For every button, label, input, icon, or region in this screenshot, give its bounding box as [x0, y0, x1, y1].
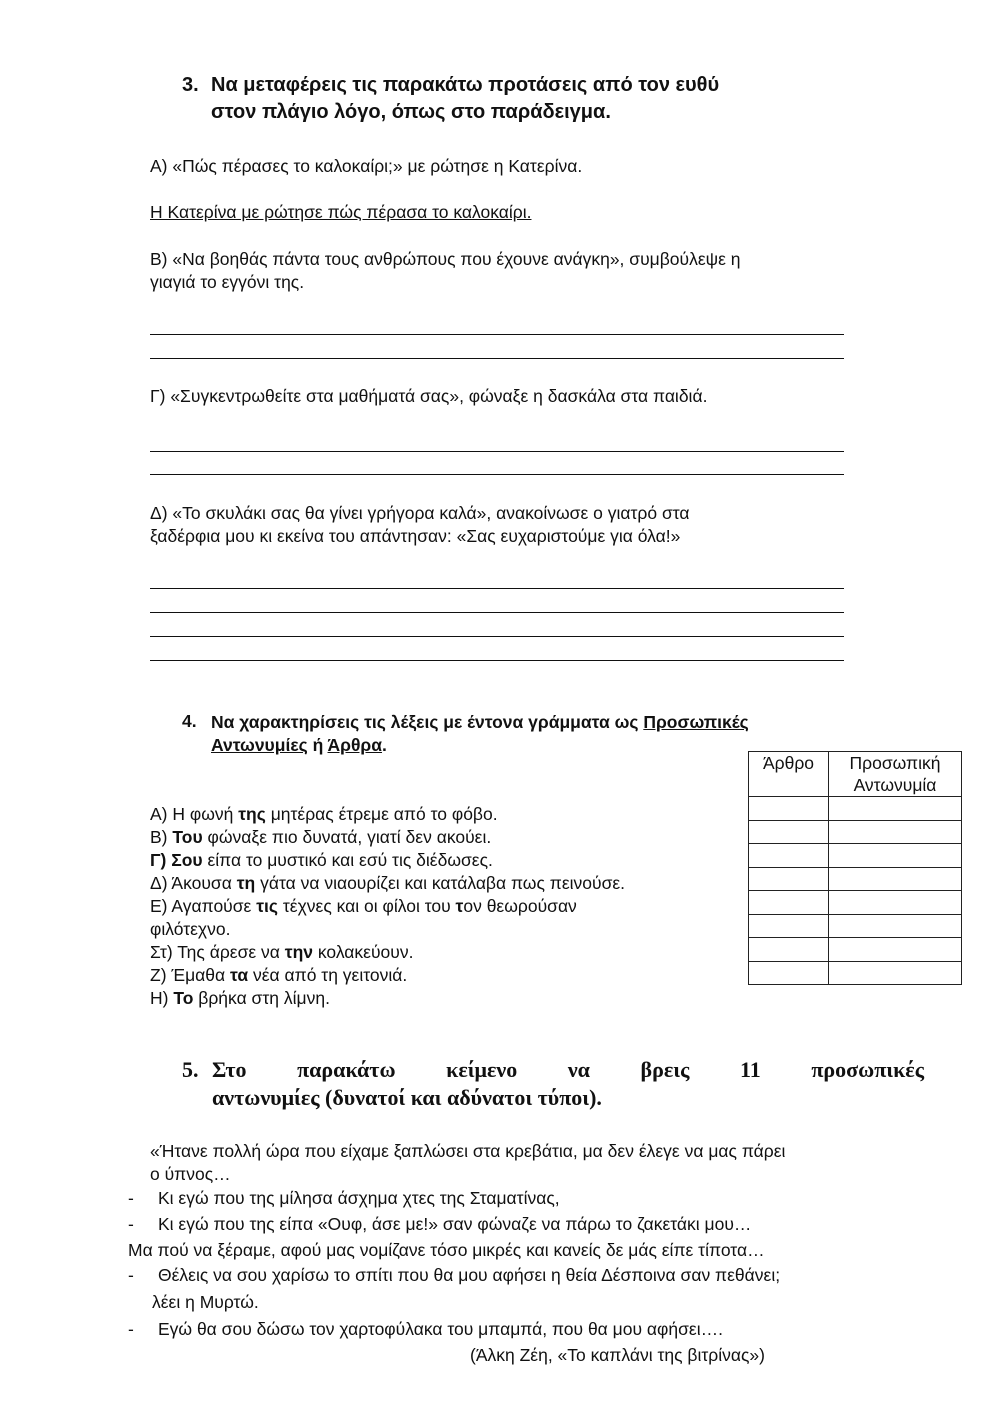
item-text: γάτα να νιαουρίζει και κατάλαβα πως πεινούσε.	[255, 873, 626, 893]
answer-line-b1[interactable]	[150, 334, 844, 335]
item-text: τέχνες και οι φίλοι του	[278, 896, 456, 916]
table-row	[749, 891, 962, 915]
table-header-pronoun	[829, 752, 962, 797]
ex3-title-line1: Να μεταφέρεις τις παρακάτω προτάσεις από τον ευθύ	[211, 74, 720, 96]
ex3-item-a: Α) «Πώς πέρασες το καλοκαίρι;» με ρώτησε η Κατερίνα.	[150, 156, 583, 176]
ex4-title-personal: Προσωπικές	[643, 712, 749, 732]
article-cell[interactable]	[749, 797, 829, 821]
pronoun-cell[interactable]	[829, 867, 962, 891]
ex4-title-pronouns: Αντωνυμίες	[211, 735, 308, 755]
dialogue-dash: -	[128, 1319, 134, 1339]
item-bold-word: την	[284, 942, 314, 962]
ex3-item-c: Γ) «Συγκεντρωθείτε στα μαθήματά σας», φώναξε η δασκάλα στα παιδιά.	[150, 386, 708, 406]
item-bold-word: τα	[230, 965, 249, 985]
dialogue-dash: -	[128, 1214, 134, 1234]
item-text: Γ)	[150, 850, 172, 870]
answer-line-c1[interactable]	[150, 451, 844, 452]
ex4-item-h	[150, 987, 330, 1010]
ex5-para-line2: ο ύπνος…	[150, 1164, 231, 1184]
ex4-title-pre: Να χαρακτηρίσεις τις λέξεις με έντονα γράμματα ως	[211, 712, 644, 732]
ex3-item-d-line1: Δ) «Το σκυλάκι σας θα γίνει γρήγορα καλά», ανακοίνωσε ο γιατρό στα	[150, 503, 690, 523]
item-text: Β)	[150, 827, 173, 847]
item-bold-word: Του	[172, 827, 203, 847]
ex5-title-word: προσωπικές	[811, 1057, 924, 1082]
ex4-item-a	[150, 803, 498, 826]
table-header-article	[749, 752, 829, 797]
ex5-title-word: 11	[739, 1057, 761, 1082]
item-bold-word: τις	[256, 896, 278, 916]
ex4-title-line1	[211, 711, 749, 734]
header-pronoun-line1: Προσωπική	[849, 753, 941, 773]
item-bold-letter: τ	[455, 896, 464, 916]
ex4-number: 4.	[182, 711, 197, 731]
ex3-item-d-line2: ξαδέρφια μου κι εκείνα του απάντησαν: «Σας ευχαριστούμε για όλα!»	[150, 526, 681, 546]
item-text: Ε) Αγαπούσε	[150, 896, 257, 916]
pronoun-cell[interactable]	[829, 891, 962, 915]
ex4-title-line2	[211, 734, 387, 757]
item-bold-word: τη	[236, 873, 256, 893]
ex5-title-word: παρακάτω	[297, 1057, 396, 1082]
ex5-title-line1	[212, 1056, 924, 1084]
table-row	[749, 820, 962, 844]
narration-line: Μα πού να ξέραμε, αφού μας νομίζανε τόσο μικρές και κανείς δε μάς είπε τίποτα…	[128, 1240, 765, 1260]
article-cell[interactable]	[749, 867, 829, 891]
ex4-item-d	[150, 872, 625, 895]
article-cell[interactable]	[749, 938, 829, 962]
item-text: νέα από τη γειτονιά.	[248, 965, 408, 985]
item-text: Στ) Της άρεσε να	[150, 942, 285, 962]
header-article-label: Άρθρο	[762, 753, 815, 773]
ex3-item-b-line1: Β) «Να βοηθάς πάντα τους ανθρώπους που έχουνε ανάγκη», συμβούλεψε η	[150, 249, 741, 269]
item-text: κολακεύουν.	[313, 942, 414, 962]
answer-line-d1[interactable]	[150, 588, 844, 589]
article-cell[interactable]	[749, 961, 829, 985]
item-text: Η)	[150, 988, 174, 1008]
table-row	[749, 844, 962, 868]
ex5-para-line1: «Ήτανε πολλή ώρα που είχαμε ξαπλώσει στα κρεβάτια, μα δεν έλεγε να μας πάρει	[150, 1141, 786, 1161]
ex4-item-b	[150, 826, 491, 849]
answer-line-d4[interactable]	[150, 660, 844, 661]
item-text: βρήκα στη λίμνη.	[193, 988, 330, 1008]
ex4-title-or: ή	[307, 735, 328, 755]
ex4-title-articles: Άρθρα	[327, 735, 383, 755]
item-bold-word: Σου	[171, 850, 203, 870]
ex4-item-c	[150, 849, 493, 872]
item-text: Α) Η φωνή	[150, 804, 239, 824]
ex3-item-b-line2: γιαγιά το εγγόνι της.	[150, 272, 305, 292]
item-text: Δ) Άκουσα	[150, 873, 237, 893]
pronoun-cell[interactable]	[829, 938, 962, 962]
answer-line-b2[interactable]	[150, 358, 844, 359]
source-citation: (Άλκη Ζέη, «Το καπλάνι της βιτρίνας»)	[470, 1345, 765, 1365]
ex4-item-e-cont	[150, 918, 230, 941]
ex4-item-e	[150, 895, 577, 918]
answer-line-d2[interactable]	[150, 612, 844, 613]
answer-line-c2[interactable]	[150, 474, 844, 475]
ex4-item-f	[150, 941, 413, 964]
item-text: φιλότεχνο.	[150, 919, 231, 939]
dialogue-line-4a: Θέλεις να σου χαρίσω το σπίτι που θα μου αφήσει η θεία Δέσποινα σαν πεθάνει;	[158, 1265, 781, 1285]
ex5-title-word: να	[567, 1057, 590, 1082]
dialogue-line-2: Κι εγώ που της είπα «Ουφ, άσε με!» σαν φώναζε να πάρω το ζακετάκι μου…	[158, 1214, 752, 1234]
ex5-title-word: Στο	[212, 1057, 247, 1082]
pronoun-cell[interactable]	[829, 961, 962, 985]
ex4-title-end: .	[382, 735, 387, 755]
item-text: είπα το μυστικό και εσύ τις διέδωσες.	[202, 850, 493, 870]
dialogue-line-4b: λέει η Μυρτώ.	[152, 1292, 259, 1312]
pronoun-cell[interactable]	[829, 820, 962, 844]
dialogue-dash: -	[128, 1265, 134, 1285]
answer-line-d3[interactable]	[150, 636, 844, 637]
pronoun-cell[interactable]	[829, 914, 962, 938]
item-text: ον θεωρούσαν	[463, 896, 577, 916]
article-cell[interactable]	[749, 891, 829, 915]
ex3-number: 3.	[182, 74, 199, 96]
item-bold-word: Το	[173, 988, 194, 1008]
article-cell[interactable]	[749, 914, 829, 938]
item-text: μητέρας έτρεμε από το φόβο.	[265, 804, 498, 824]
item-bold-word: της	[238, 804, 266, 824]
ex3-example-answer: Η Κατερίνα με ρώτησε πώς πέρασα το καλοκαίρι.	[150, 202, 532, 222]
dialogue-line-1: Κι εγώ που της μίλησα άσχημα χτες της Σταματίνας,	[158, 1188, 560, 1208]
item-text: Ζ) Έμαθα	[150, 965, 231, 985]
dialogue-dash: -	[128, 1188, 134, 1208]
article-cell[interactable]	[749, 820, 829, 844]
table-row	[749, 867, 962, 891]
ex4-item-g	[150, 964, 407, 987]
table-row	[749, 961, 962, 985]
article-cell[interactable]	[749, 844, 829, 868]
ex5-number: 5.	[182, 1057, 199, 1082]
classification-table	[748, 751, 962, 985]
ex3-title-line2: στον πλάγιο λόγο, όπως στο παράδειγμα.	[211, 101, 611, 123]
ex5-title-word: κείμενο	[446, 1057, 518, 1082]
table-row	[749, 797, 962, 821]
header-pronoun-line2: Αντωνυμία	[853, 775, 937, 795]
ex5-title-line2: αντωνυμίες (δυνατοί και αδύνατοι τύποι).	[212, 1085, 602, 1110]
pronoun-cell[interactable]	[829, 797, 962, 821]
table-row	[749, 914, 962, 938]
item-text: φώναξε πιο δυνατά, γιατί δεν ακούει.	[202, 827, 492, 847]
dialogue-line-5: Εγώ θα σου δώσω τον χαρτοφύλακα του μπαμπά, που θα μου αφήσει….	[158, 1319, 723, 1339]
table-row	[749, 938, 962, 962]
ex5-title-word: βρεις	[640, 1057, 690, 1082]
pronoun-cell[interactable]	[829, 844, 962, 868]
